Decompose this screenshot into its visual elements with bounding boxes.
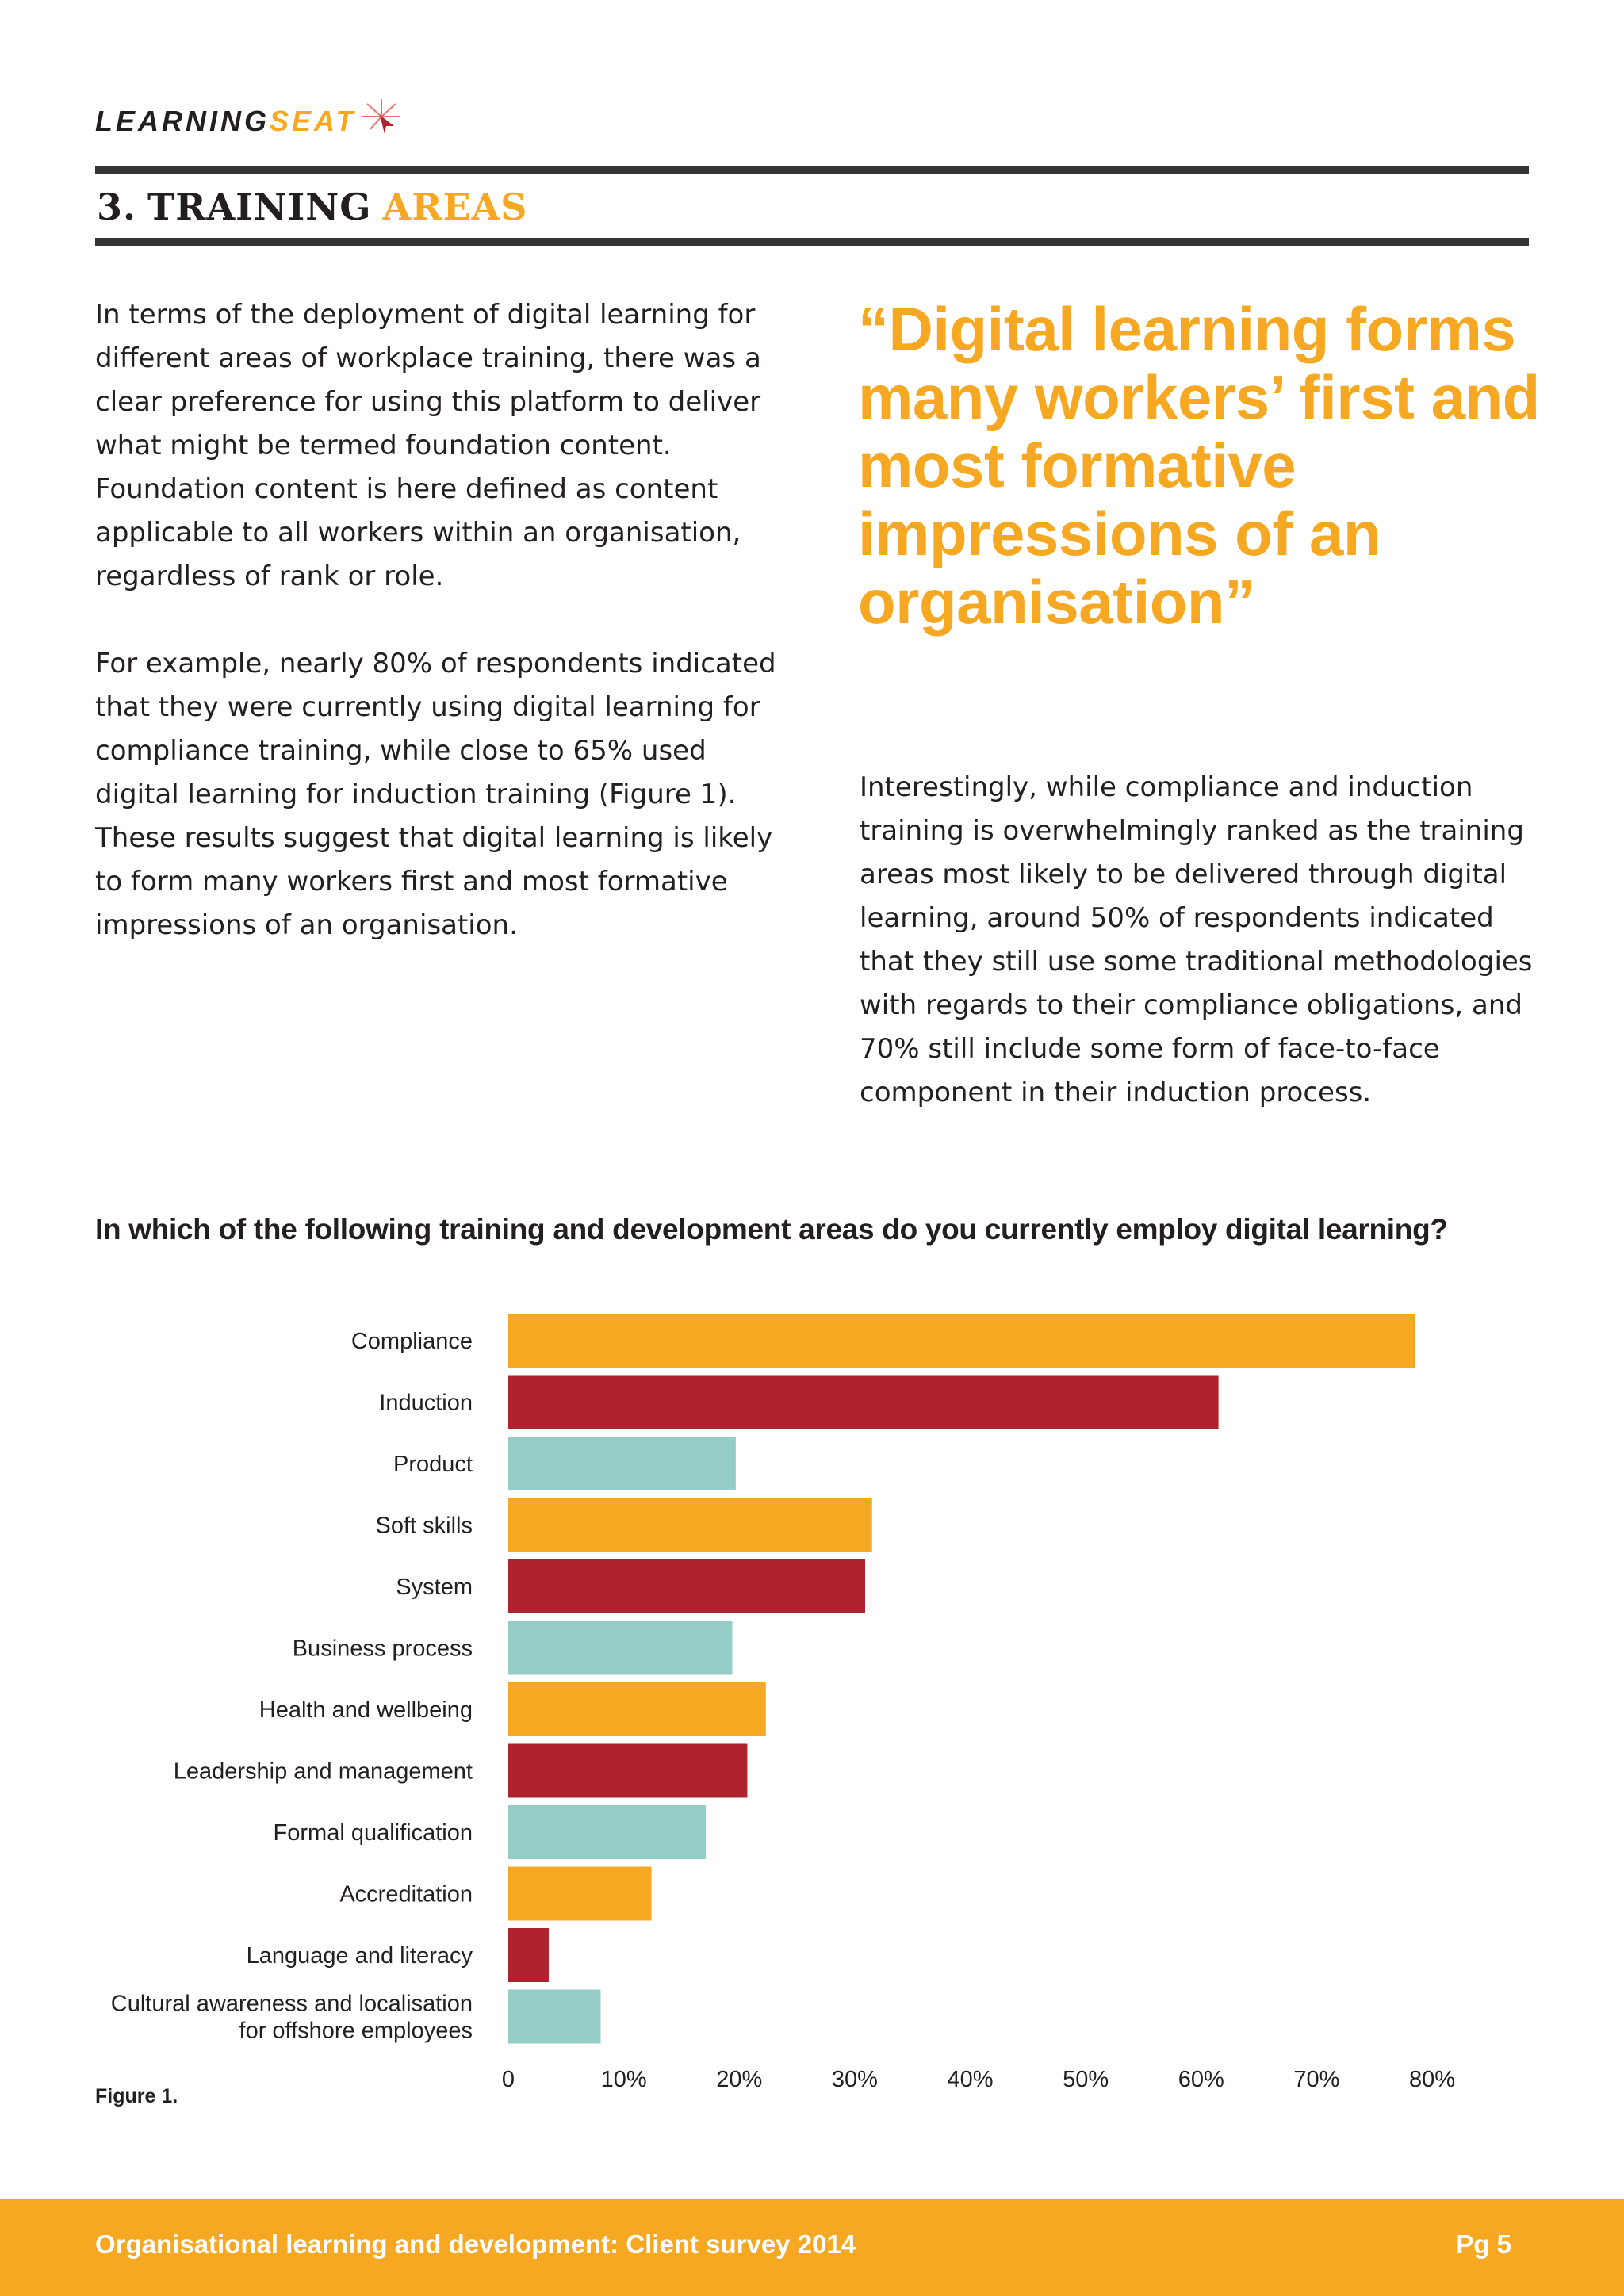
left-paragraph-1: In terms of the deployment of digital learning for different areas of workplace training, there was a clear preference for using this platform to deliver what might be termed foundation content. Foundation content is here defined as content applicable to all workers within an organisation, regardless of rank or role.	[95, 299, 761, 592]
header-bottom-rule	[95, 238, 1529, 246]
chart-bar	[508, 1437, 736, 1490]
left-column	[95, 293, 777, 947]
category-label: Health and wellbeing	[259, 1697, 473, 1723]
category-label: Product	[393, 1452, 473, 1477]
footer-bar	[0, 2199, 1624, 2296]
x-tick-label: 70%	[1293, 2067, 1340, 2092]
chart-bar	[508, 1990, 601, 2044]
category-label: System	[396, 1575, 473, 1600]
category-label: Accreditation	[339, 1881, 473, 1908]
category-label: Compliance	[350, 1329, 473, 1354]
x-tick-label: 0	[501, 2067, 515, 2092]
logo-learning-text: LEARNING	[95, 105, 270, 137]
x-tick-label: 60%	[1178, 2067, 1224, 2092]
pull-quote: “Digital learning forms many workers’ first and most formative impressions of an organisation”	[858, 294, 1540, 637]
logo-seat-text: SEAT	[270, 105, 357, 137]
chart-question: In which of the following training and development areas do you currently employ digital learning?	[95, 1213, 1448, 1246]
section-number: 3.	[97, 186, 137, 228]
left-paragraph-2: For example, nearly 80% of respondents indicated that they were currently using digital learning for compliance training, while close to 65% used digital learning for induction training (Figure 1). These results suggest that digital learning is likely to form many workers first and most formative impressions of an organisation.	[95, 648, 776, 941]
x-tick-label: 10%	[600, 2067, 647, 2092]
right-paragraph: Interestingly, while compliance and induction training is overwhelmingly ranked as the training areas most likely to be delivered through digital learning, around 50% of respondents indicated that they still use some traditional methodologies with regards to their compliance obligations, and 70% still include some form of face-to-face component in their induction process.	[860, 771, 1533, 1108]
category-label: for offshore employees	[239, 2018, 473, 2044]
category-label: Soft skills	[375, 1513, 473, 1539]
header-top-rule	[95, 166, 1529, 174]
chart-bar	[508, 1498, 872, 1552]
category-label: Induction	[379, 1390, 473, 1416]
footer-title: Organisational learning and development: Client survey 2014	[95, 2229, 856, 2259]
chart-bar	[508, 1682, 766, 1736]
page-number: Pg 5	[1456, 2229, 1511, 2259]
chart-bar	[508, 1559, 865, 1613]
section-title-black: TRAINING	[147, 186, 372, 228]
chart-bar	[508, 1621, 733, 1675]
chart-bar	[508, 1928, 549, 1982]
starburst-icon	[359, 98, 404, 137]
category-label: Leadership and management	[173, 1758, 473, 1785]
section-title-orange: AREAS	[382, 186, 528, 228]
learningseat-logo	[95, 101, 404, 141]
x-tick-label: 50%	[1063, 2067, 1109, 2092]
chart-bar	[508, 1376, 1219, 1429]
category-label: Language and literacy	[246, 1943, 473, 1969]
x-tick-label: 30%	[831, 2067, 878, 2092]
section-title	[97, 179, 527, 235]
x-tick-label: 80%	[1408, 2067, 1456, 2092]
chart-bar	[508, 1867, 652, 1921]
x-tick-label: 20%	[716, 2067, 763, 2092]
chart-bar	[508, 1805, 706, 1859]
x-tick-label: 40%	[947, 2067, 994, 2092]
bar-chart	[0, 1292, 1624, 2101]
figure-label: Figure 1.	[95, 2085, 178, 2107]
category-label: Formal qualification	[273, 1820, 473, 1846]
category-label: Business process	[292, 1636, 473, 1662]
category-label: Cultural awareness and localisation	[110, 1991, 473, 2017]
chart-bar	[508, 1744, 747, 1798]
chart-bar	[508, 1314, 1415, 1368]
